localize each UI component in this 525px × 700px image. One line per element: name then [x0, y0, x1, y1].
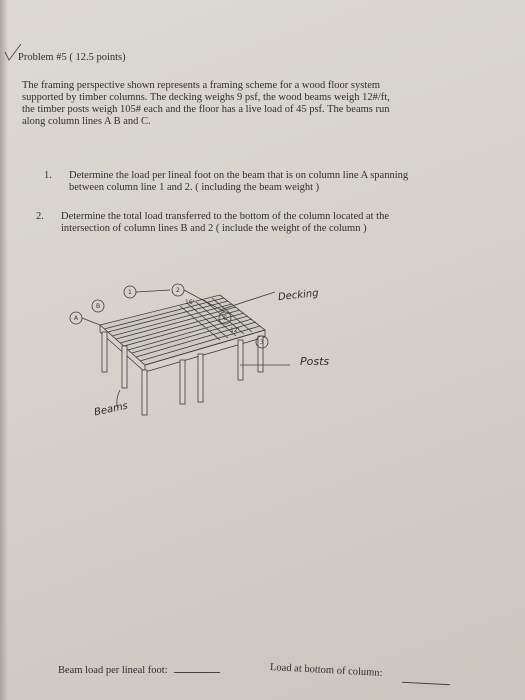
question-2 — [36, 211, 466, 235]
gridline-label: 3 — [260, 339, 264, 346]
question-line: intersection of column lines B and 2 ( include the weight of the column ) — [61, 223, 367, 234]
gridline-label: A — [74, 315, 79, 322]
column-load-answer — [270, 662, 383, 680]
description-line: the timber posts weigh 105# each and the floor has a live load of 45 psf. The beams run — [22, 104, 390, 115]
gridline-label: 1 — [128, 289, 132, 296]
description-line: along column lines A B and C. — [22, 116, 151, 127]
dimension-label: 12' — [230, 327, 240, 334]
decking-label: Decking — [277, 287, 320, 304]
question-line: between column line 1 and 2. ( including the beam weight ) — [69, 182, 320, 193]
question-number: 2. — [36, 211, 44, 222]
gridline-label: B — [96, 303, 101, 310]
dimension-label: 16' — [185, 299, 195, 306]
posts-label: Posts — [300, 355, 330, 368]
beam-load-blank[interactable] — [174, 672, 220, 673]
beam-load-answer — [58, 665, 220, 677]
question-line: Determine the total load transferred to the bottom of the column located at the — [61, 211, 390, 222]
beam-load-label: Beam load per lineal foot: — [58, 665, 168, 676]
problem-points: ( 12.5 points) — [69, 52, 126, 63]
gridline-label: 2 — [176, 287, 180, 294]
problem-title: Problem #5 — [18, 52, 67, 63]
problem-description — [22, 80, 462, 128]
column-load-label: Load at bottom of column: — [269, 662, 383, 679]
beams-label: Beams — [93, 400, 129, 419]
problem-header — [18, 52, 126, 64]
description-line: The framing perspective shown represents a framing scheme for a wood floor system — [22, 80, 381, 91]
question-number: 1. — [44, 170, 52, 181]
column-load-blank[interactable] — [402, 682, 450, 686]
page-edge-shadow — [0, 0, 8, 700]
framing-perspective-drawing — [60, 270, 290, 430]
gridline-label: C — [223, 315, 228, 322]
question-1 — [44, 170, 464, 194]
question-line: Determine the load per lineal foot on the beam that is on column line A spanning — [69, 170, 409, 181]
description-line: supported by timber columns. The decking weighs 9 psf, the wood beams weigh 12#/ft, — [22, 92, 390, 103]
